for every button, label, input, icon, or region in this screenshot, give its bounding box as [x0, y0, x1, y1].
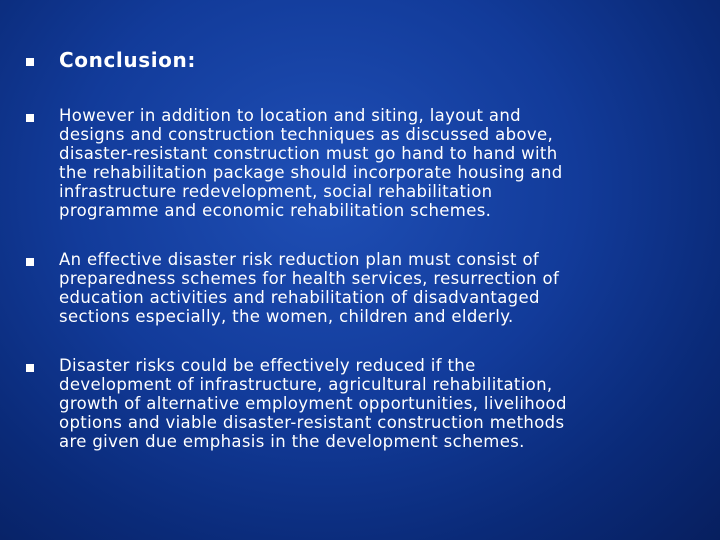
- square-bullet-icon: [25, 257, 35, 267]
- square-bullet-icon: [25, 363, 35, 373]
- slide-heading: Conclusion:: [59, 48, 196, 72]
- bullet-text-1: However in addition to location and siting, layout and designs and construction techniques as discussed above, disaster-resistant construction must go hand to hand with the rehabilitation package should incorporate housing and infrastructure redevelopment, social rehabilitation programme and economic rehabilitation schemes.: [59, 106, 563, 220]
- bullet-text-3: Disaster risks could be effectively reduced if the development of infrastructure, agricultural rehabilitation, growth of alternative employment opportunities, livelihood options and viable disaster-resistant construction methods are given due emphasis in the development schemes.: [59, 356, 567, 451]
- bullet-text-2: An effective disaster risk reduction plan must consist of preparedness schemes for health services, resurrection of education activities and rehabilitation of disadvantaged sections especially, the women, children and elderly.: [59, 250, 560, 326]
- square-bullet-icon: [25, 113, 35, 123]
- square-bullet-icon: [25, 57, 35, 67]
